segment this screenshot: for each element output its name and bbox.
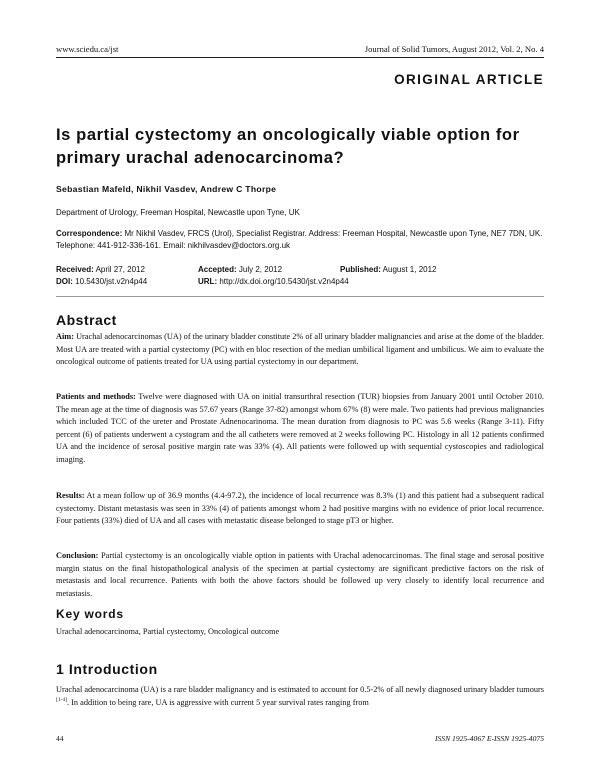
keywords-text: Urachal adenocarcinoma, Partial cystectomy, Oncological outcome	[56, 627, 280, 636]
affiliation: Department of Urology, Freeman Hospital, Newcastle upon Tyne, UK	[56, 208, 300, 217]
dates-row	[56, 264, 437, 276]
running-header	[56, 44, 544, 54]
accepted-value: July 2, 2012	[236, 265, 283, 274]
aim-text: Urachal adenocarcinomas (UA) of the urinary bladder constitute 2% of all urinary bladder malignancies and arise at the dome of the bladder. Most UA are treated with a partial cystectomy (PC) with en bloc resection of the median umbilical ligament and umbilicus. We aim to evaluate the oncological outcome of patients treated for UA using partial cystectomy in our department.	[56, 332, 544, 367]
url-label: URL:	[198, 277, 218, 286]
journal-citation: Journal of Solid Tumors, August 2012, Vol. 2, No. 4	[364, 44, 544, 54]
aim-label: Aim:	[56, 332, 74, 341]
article-meta	[56, 264, 437, 288]
published-label: Published:	[340, 265, 381, 274]
url-link[interactable]: http://dx.doi.org/10.5430/jst.v2n4p44	[217, 277, 349, 286]
accepted-label: Accepted:	[198, 265, 237, 274]
pm-label: Patients and methods:	[56, 392, 136, 401]
url	[198, 276, 349, 288]
abstract-conclusion	[56, 550, 544, 600]
page-number: 44	[56, 734, 64, 743]
intro-text-a: Urachal adenocarcinoma (UA) is a rare bladder malignancy and is estimated to account for 0.5-2% of all newly diagnosed urinary bladder tumours	[56, 685, 544, 694]
conclusion-text: Partial cystectomy is an oncologically viable option in patients with Urachal adenocarcinomas. The final stage and serosal positive margin status on the final histopathological analysis of the specimen at partial cystectomy are significant predictive factors on the risk of metastasis and local recurrence. Patients with both the above factors should be followed up very closely to identify local recurrence and metastasis.	[56, 551, 544, 598]
author-list: Sebastian Mafeld, Nikhil Vasdev, Andrew C Thorpe	[56, 184, 277, 194]
results-label: Results:	[56, 491, 85, 500]
introduction-heading: 1 Introduction	[56, 661, 158, 677]
article-type: ORIGINAL ARTICLE	[394, 72, 544, 87]
header-divider	[56, 57, 544, 58]
intro-text-b: . In addition to being rare, UA is aggressive with current 5 year survival rates ranging from	[67, 697, 369, 707]
received-date	[56, 264, 198, 276]
pm-text: Twelve were diagnosed with UA on initial transurthral resection (TUR) biopsies from January 2001 until October 2010. The mean age at the time of diagnosis was 57.67 years (Range 37-82) amongst whom 67% (8) were male. Two patients had previous malignancies which included TCC of the ureter and Prostate Adnenocarinoma. The mean duration from diagnosis to PC was 5.6 weeks (Range 3-11). Fifty percent (6) of patients underwent a cystogram and the all catheters were removed at 2 weeks following PC. Histology in all 12 patients confirmed UA and the incidence of serosal positive margin rate was 33% (4). All patients were followed up with sequential cystoscopies and radiological imaging.	[56, 392, 545, 464]
correspondence-text: Mr Nikhil Vasdev, FRCS (Urol), Specialist Registrar. Address: Freeman Hospital, Newcastle upon Tyne, NE7 7DN, UK. Telephone: 441-912-336-161. Email: nikhilvasdev@doctors.org.uk	[56, 229, 543, 250]
paper-title: Is partial cystectomy an oncologically viable option for primary urachal adenocarcinoma?	[56, 126, 520, 167]
introduction-text	[56, 684, 544, 709]
keywords-heading: Key words	[56, 607, 124, 621]
published-date	[340, 264, 437, 276]
journal-url[interactable]: www.sciedu.ca/jst	[56, 44, 119, 54]
accepted-date	[198, 264, 340, 276]
received-label: Received:	[56, 265, 94, 274]
identifiers-row	[56, 276, 437, 288]
citation-ref[interactable]: [1-4]	[56, 696, 67, 703]
abstract-patients-methods	[56, 391, 544, 467]
published-value: August 1, 2012	[380, 265, 437, 274]
correspondence	[56, 228, 544, 252]
abstract-aim	[56, 331, 544, 369]
abstract-heading: Abstract	[56, 312, 117, 328]
correspondence-label: Correspondence:	[56, 229, 123, 238]
issn: ISSN 1925-4067 E-ISSN 1925-4075	[434, 734, 544, 743]
results-text: At a mean follow up of 36.9 months (4.4-97.2), the incidence of local recurrence was 8.3% (1) and this patient had a subsequent radical cystectomy. Distant metastasis was seen in 33% (4) of patients amongst whom 2 had positive margins with no evidence of prior local recurrence. Four patients (33%) died of UA and all cases with metastatic disease belonged to stage pT3 or higher.	[56, 491, 544, 526]
doi-label: DOI:	[56, 277, 73, 286]
received-value: April 27, 2012	[93, 265, 145, 274]
doi-value[interactable]: 10.5430/jst.v2n4p44	[72, 277, 148, 286]
page-footer	[56, 734, 544, 743]
doi	[56, 276, 198, 288]
meta-divider	[56, 296, 544, 297]
abstract-results	[56, 490, 544, 528]
conclusion-label: Conclusion:	[56, 551, 99, 560]
